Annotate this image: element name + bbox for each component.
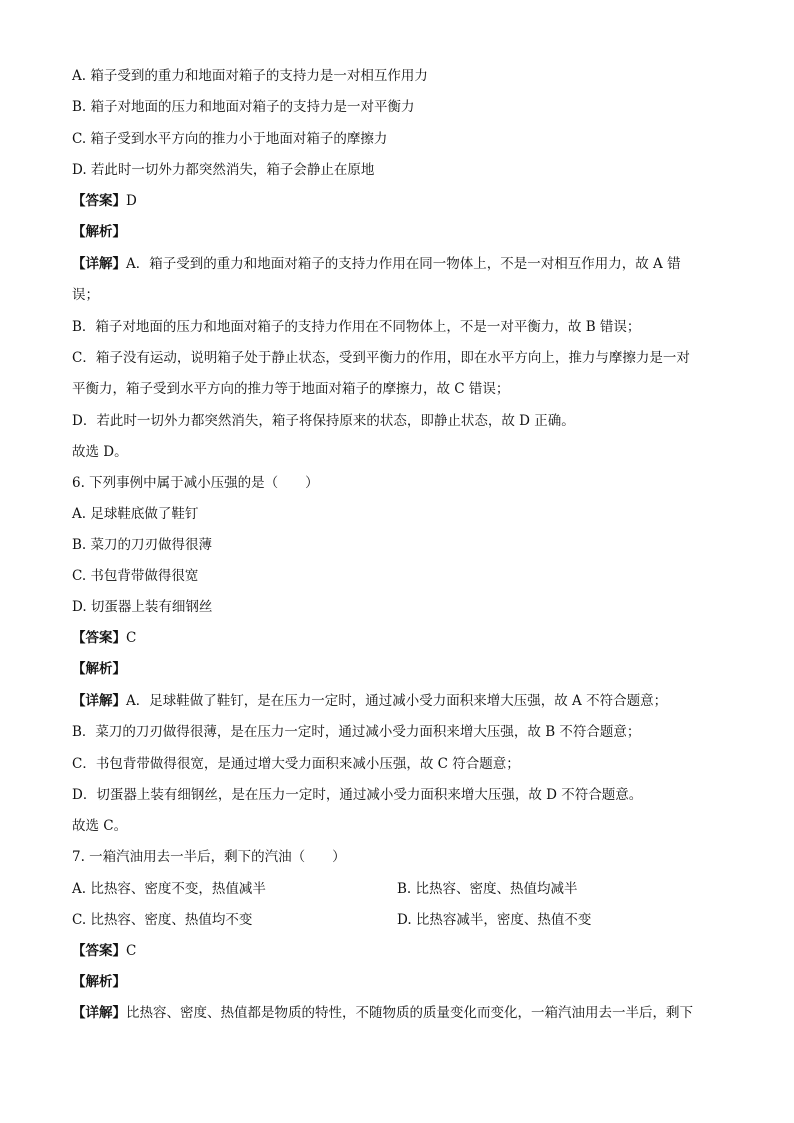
q7-analysis-label: 【解析】 [72, 974, 126, 990]
q7-option-a: A. 比热容、密度不变，热值减半 [72, 881, 266, 897]
answer-tag: 【答案】 [72, 943, 126, 959]
detail-tag: 【详解】 [72, 1005, 126, 1021]
q5-detail-line2: 误； [72, 287, 99, 303]
q7-option-d: D. 比热容减半，密度、热值不变 [397, 912, 592, 928]
q5-option-c: C. 箱子受到水平方向的推力小于地面对箱子的摩擦力 [72, 131, 388, 147]
q5-analysis-label: 【解析】 [72, 224, 126, 240]
q6-option-b: B. 菜刀的刀刃做得很薄 [72, 537, 213, 553]
q6-detail-line3: C．书包背带做得很宽，是通过增大受力面积来减小压强，故 C 符合题意； [72, 756, 520, 772]
q7-option-c: C. 比热容、密度、热值均不变 [72, 912, 253, 928]
answer-value: C [126, 630, 137, 646]
q6-analysis-label: 【解析】 [72, 661, 126, 677]
detail-text: A．足球鞋做了鞋钉，是在压力一定时，通过减小受力面积来增大压强，故 A 不符合题意； [126, 693, 668, 709]
q5-option-d: D. 若此时一切外力都突然消失，箱子会静止在原地 [72, 162, 375, 178]
detail-tag: 【详解】 [72, 256, 126, 272]
q5-detail-line7: 故选 D。 [72, 444, 128, 460]
q5-detail-line6: D．若此时一切外力都突然消失，箱子将保持原来的状态，即静止状态，故 D 正确。 [72, 413, 575, 429]
q6-detail-line2: B．菜刀的刀刃做得很薄，是在压力一定时，通过减小受力面积来增大压强，故 B 不符合题意； [72, 724, 641, 740]
answer-value: D [126, 193, 137, 209]
q7-option-b: B. 比热容、密度、热值均减半 [397, 881, 578, 897]
q5-answer [72, 192, 137, 210]
q5-detail-line3: B．箱子对地面的压力和地面对箱子的支持力作用在不同物体上，不是一对平衡力，故 B 错误； [72, 319, 641, 335]
q5-detail-line1 [72, 255, 681, 273]
q5-detail-line4: C．箱子没有运动，说明箱子处于静止状态，受到平衡力的作用，即在水平方向上，推力与摩擦力是一对 [72, 350, 690, 366]
detail-text: 比热容、密度、热值都是物质的特性，不随物质的质量变化而变化，一箱汽油用去一半后，剩下 [126, 1005, 693, 1021]
q6-option-d: D. 切蛋器上装有细钢丝 [72, 599, 213, 615]
q5-detail-line5: 平衡力，箱子受到水平方向的推力等于地面对箱子的摩擦力，故 C 错误； [72, 381, 510, 397]
q6-question: 6. 下列事例中属于减小压强的是（ ） [72, 475, 319, 491]
detail-tag: 【详解】 [72, 693, 126, 709]
q6-detail-line4: D．切蛋器上装有细钢丝，是在压力一定时，通过减小受力面积来增大压强，故 D 不符合题意。 [72, 787, 643, 803]
q5-option-b: B. 箱子对地面的压力和地面对箱子的支持力是一对平衡力 [72, 99, 415, 115]
q5-option-a: A. 箱子受到的重力和地面对箱子的支持力是一对相互作用力 [72, 68, 428, 84]
answer-tag: 【答案】 [72, 193, 126, 209]
answer-value: C [126, 943, 137, 959]
q6-option-c: C. 书包背带做得很宽 [72, 568, 199, 584]
q7-detail-line1 [72, 1004, 693, 1022]
answer-tag: 【答案】 [72, 630, 126, 646]
q6-answer [72, 629, 136, 647]
q7-question: 7. 一箱汽油用去一半后，剩下的汽油（ ） [72, 849, 346, 865]
detail-text: A．箱子受到的重力和地面对箱子的支持力作用在同一物体上，不是一对相互作用力，故 A 错 [126, 256, 681, 272]
q7-answer [72, 942, 136, 960]
q6-detail-line1 [72, 692, 667, 710]
q6-option-a: A. 足球鞋底做了鞋钉 [72, 506, 199, 522]
q6-detail-line5: 故选 C。 [72, 818, 128, 834]
